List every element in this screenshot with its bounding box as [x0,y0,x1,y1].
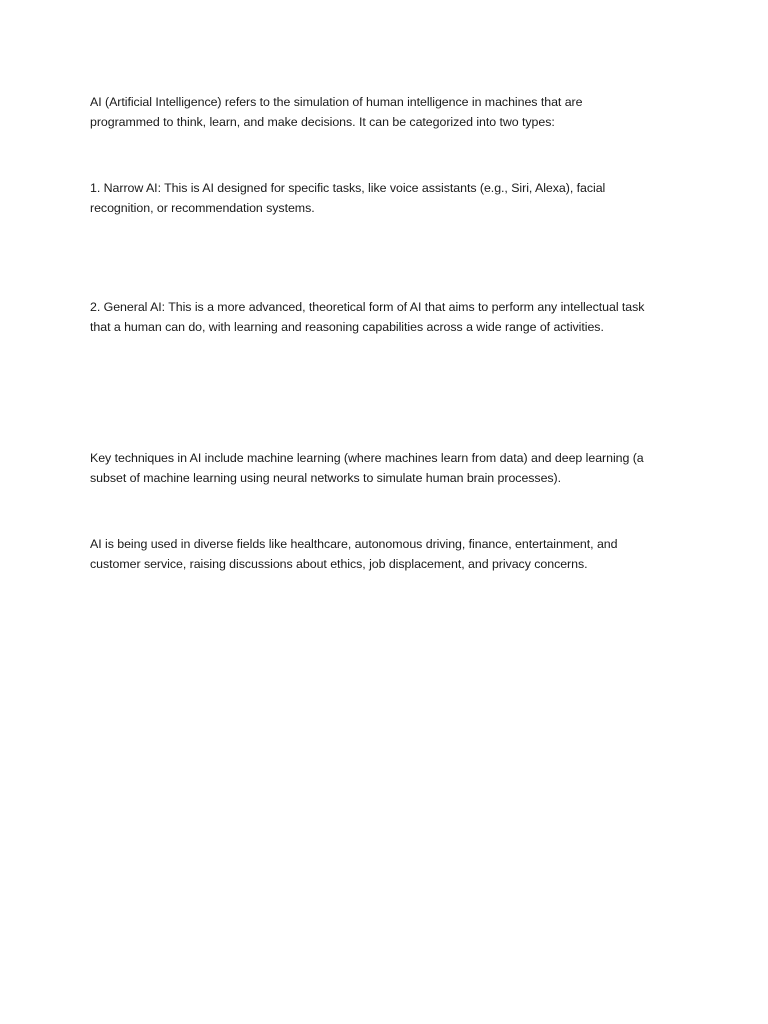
paragraph-line: recognition, or recommendation systems. [90,201,315,215]
paragraph-line: 1. Narrow AI: This is AI designed for specific tasks, like voice assistants (e.g., Siri, Alexa), facial [90,181,606,195]
paragraph-ai-applications [90,534,680,574]
paragraph-line: that a human can do, with learning and reasoning capabilities across a wide range of activities. [90,320,604,334]
paragraph-line: AI (Artificial Intelligence) refers to the simulation of human intelligence in machines that are [90,95,583,109]
paragraph-line: AI is being used in diverse fields like healthcare, autonomous driving, finance, entertainment, and [90,537,618,551]
paragraph-general-ai [90,297,680,337]
paragraph-ai-definition [90,92,680,132]
paragraph-line: subset of machine learning using neural networks to simulate human brain processes). [90,471,562,485]
paragraph-line: programmed to think, learn, and make decisions. It can be categorized into two types: [90,115,555,129]
paragraph-narrow-ai [90,178,680,218]
paragraph-line: 2. General AI: This is a more advanced, theoretical form of AI that aims to perform any intellectual task [90,300,645,314]
paragraph-line: customer service, raising discussions about ethics, job displacement, and privacy concerns. [90,557,588,571]
paragraph-key-techniques [90,448,680,488]
paragraph-line: Key techniques in AI include machine learning (where machines learn from data) and deep learning (a [90,451,644,465]
